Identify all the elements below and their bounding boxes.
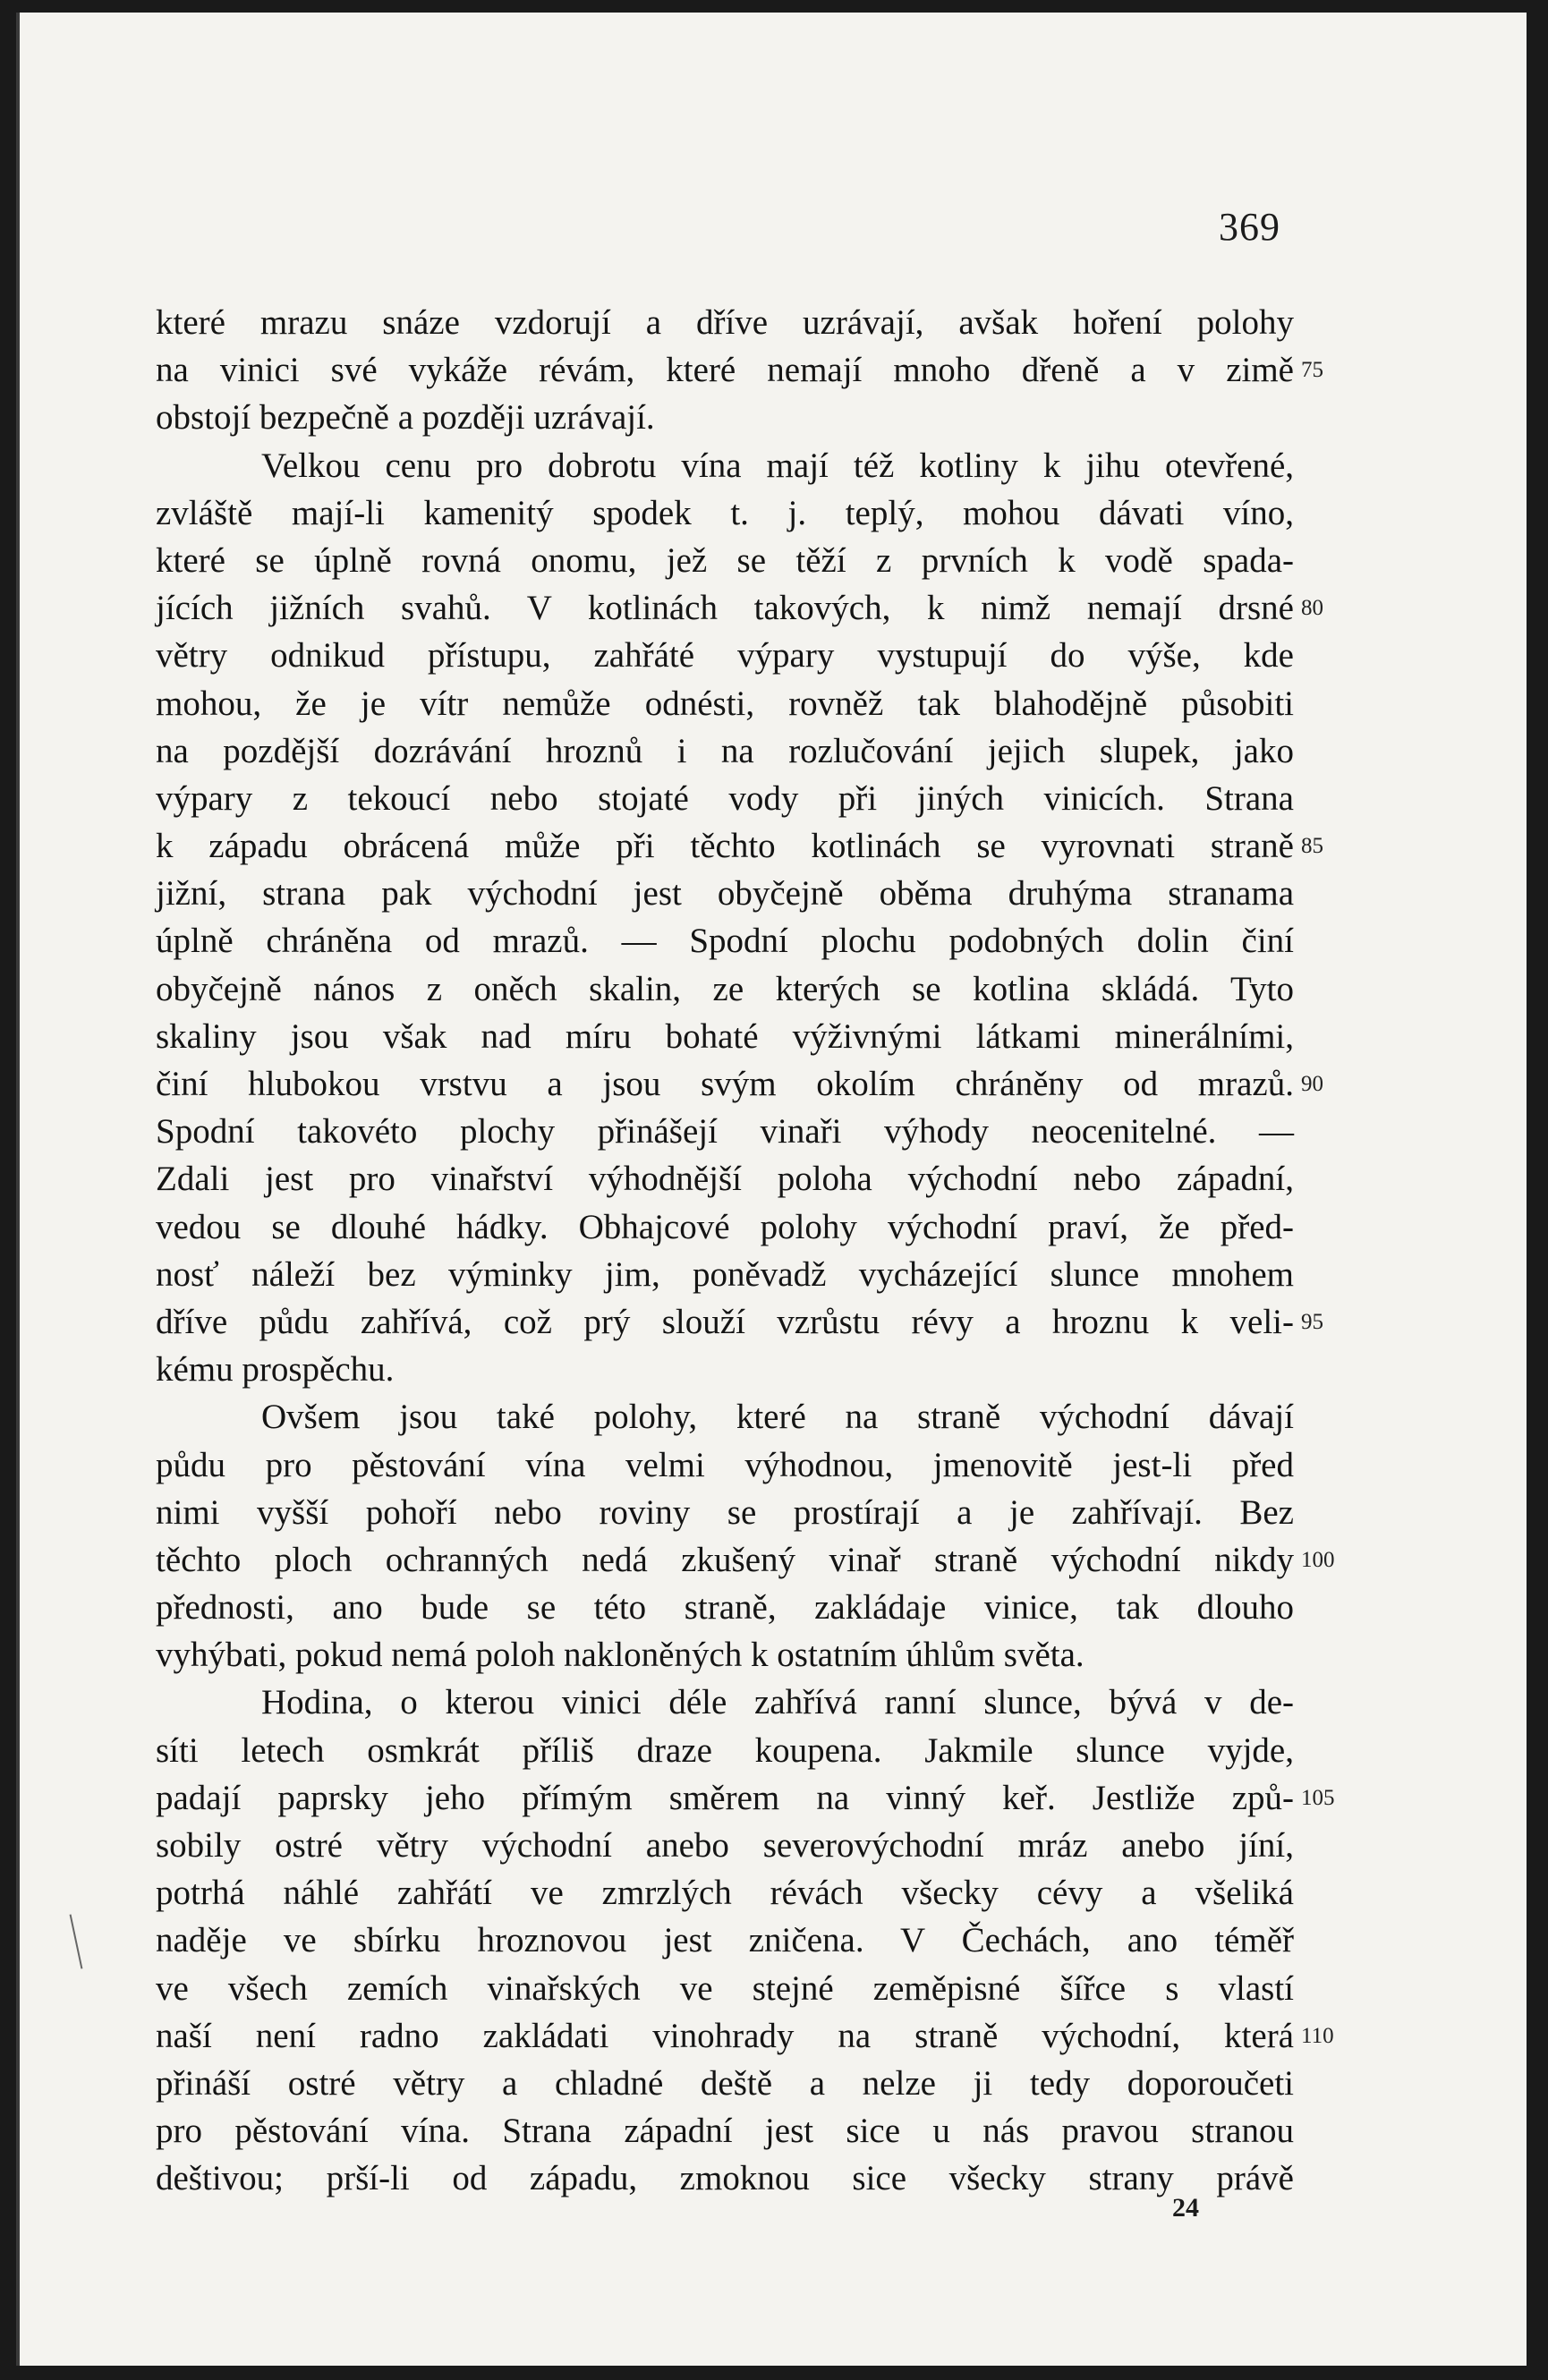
text-line: k západu obrácená může při těchto kotlinách se vyrovnati straně	[156, 827, 1294, 866]
text-line: jících jižních svahů. V kotlinách takových, k nimž nemají drsné	[156, 589, 1294, 628]
text-line: na pozdější dozrávání hroznů i na rozlučování jejich slupek, jako	[156, 731, 1294, 770]
text-line: nimi vyšší pohoří nebo roviny se prostírají a je zahřívají. Bez	[156, 1492, 1294, 1532]
margin-line-number: 90	[1301, 1072, 1323, 1097]
text-line: pro pěstování vína. Strana západní jest sice u nás pravou stranou	[156, 2112, 1294, 2151]
text-line: půdu pro pěstování vína velmi výhodnou, jmenovitě jest-li před	[156, 1445, 1294, 1484]
text-line: naděje ve sbírku hroznovou jest zničena. V Čechách, ano téměř	[156, 1921, 1294, 1960]
scan-artifact	[70, 1914, 83, 1968]
text-line: které mrazu snáze vzdorují a dříve uzrávají, avšak hoření polohy	[156, 303, 1294, 342]
text-line: ve všech zemích vinařských ve stejné zeměpisné šířce s vlastí	[156, 1968, 1294, 2008]
margin-line-number: 80	[1301, 596, 1323, 621]
text-line: deštivou; prší-li od západu, zmoknou sice všecky strany právě	[156, 2159, 1294, 2198]
text-line: na vinici své vykáže révám, které nemají mnoho dřeně a v zimě	[156, 351, 1294, 390]
text-line: činí hlubokou vrstvu a jsou svým okolím chráněny od mrazů.	[156, 1065, 1294, 1103]
text-line: skaliny jsou však nad míru bohaté výživnými látkami minerálními,	[156, 1016, 1294, 1056]
text-line: sobily ostré větry východní anebo severovýchodní mráz anebo jíní,	[156, 1826, 1294, 1865]
text-line: síti letech osmkrát příliš draze koupena. Jakmile slunce vyjde,	[156, 1730, 1294, 1770]
text-line: Zdali jest pro vinařství výhodnější poloha východní nebo západní,	[156, 1160, 1294, 1199]
margin-line-number: 85	[1301, 834, 1323, 859]
margin-line-number: 95	[1301, 1310, 1323, 1335]
margin-line-number: 75	[1301, 358, 1323, 383]
text-line: větry odnikud přístupu, zahřáté výpary vystupují do výše, kde	[156, 636, 1294, 676]
text-line: vedou se dlouhé hádky. Obhajcové polohy východní praví, že před-	[156, 1207, 1294, 1246]
page-number: 369	[1219, 205, 1280, 249]
margin-line-number: 110	[1301, 2024, 1334, 2049]
text-line: obstojí bezpečně a později uzrávají.	[156, 398, 655, 438]
margin-line-number: 100	[1301, 1548, 1335, 1573]
text-line: obyčejně nános z oněch skalin, ze kterých se kotlina skládá. Tyto	[156, 969, 1294, 1008]
text-line: zvláště mají-li kamenitý spodek t. j. teplý, mohou dávati víno,	[156, 493, 1294, 532]
margin-line-number: 105	[1301, 1786, 1335, 1811]
text-line: přednosti, ano bude se této straně, zakládaje vinice, tak dlouho	[156, 1588, 1294, 1628]
text-line: těchto ploch ochranných nedá zkušený vinař straně východní nikdy	[156, 1540, 1294, 1579]
text-line: nosť náleží bez výminky jim, poněvadž vycházející slunce mnohem	[156, 1254, 1294, 1294]
text-line: kému prospěchu.	[156, 1350, 395, 1390]
text-line: úplně chráněna od mrazů. — Spodní plochu podobných dolin činí	[156, 922, 1294, 961]
text-line: Spodní takovéto plochy přinášejí vinaři výhody neocenitelné. —	[156, 1112, 1294, 1152]
text-line: Hodina, o kterou vinici déle zahřívá ranní slunce, bývá v de-	[261, 1683, 1294, 1722]
text-line: Velkou cenu pro dobrotu vína mají též kotliny k jihu otevřené,	[261, 446, 1294, 485]
text-line: jižní, strana pak východní jest obyčejně oběma druhýma stranama	[156, 874, 1294, 914]
text-line: mohou, že je vítr nemůže odnésti, rovněž tak blahodějně působiti	[156, 684, 1294, 723]
text-line: vyhýbati, pokud nemá poloh nakloněných k ostatním úhlům světa.	[156, 1636, 1084, 1675]
text-line: Ovšem jsou také polohy, které na straně východní dávají	[261, 1398, 1294, 1437]
book-page	[16, 13, 1527, 2366]
text-line: potrhá náhlé zahřátí ve zmrzlých révách všecky cévy a všeliká	[156, 1874, 1294, 1913]
text-line: naší není radno zakládati vinohrady na straně východní, která	[156, 2016, 1294, 2055]
text-line: padají paprsky jeho přímým směrem na vinný keř. Jestliže způ-	[156, 1778, 1294, 1817]
text-line: výpary z tekoucí nebo stojaté vody při jiných vinicích. Strana	[156, 778, 1294, 818]
printer-signature: 24	[1172, 2193, 1199, 2223]
text-line: přináší ostré větry a chladné deště a nelze ji tedy doporoučeti	[156, 2063, 1294, 2103]
text-line: dříve půdu zahřívá, což prý slouží vzrůstu révy a hroznu k veli-	[156, 1302, 1294, 1341]
text-line: které se úplně rovná onomu, jež se těží z prvních k vodě spada-	[156, 540, 1294, 580]
body-text	[156, 299, 1294, 2203]
